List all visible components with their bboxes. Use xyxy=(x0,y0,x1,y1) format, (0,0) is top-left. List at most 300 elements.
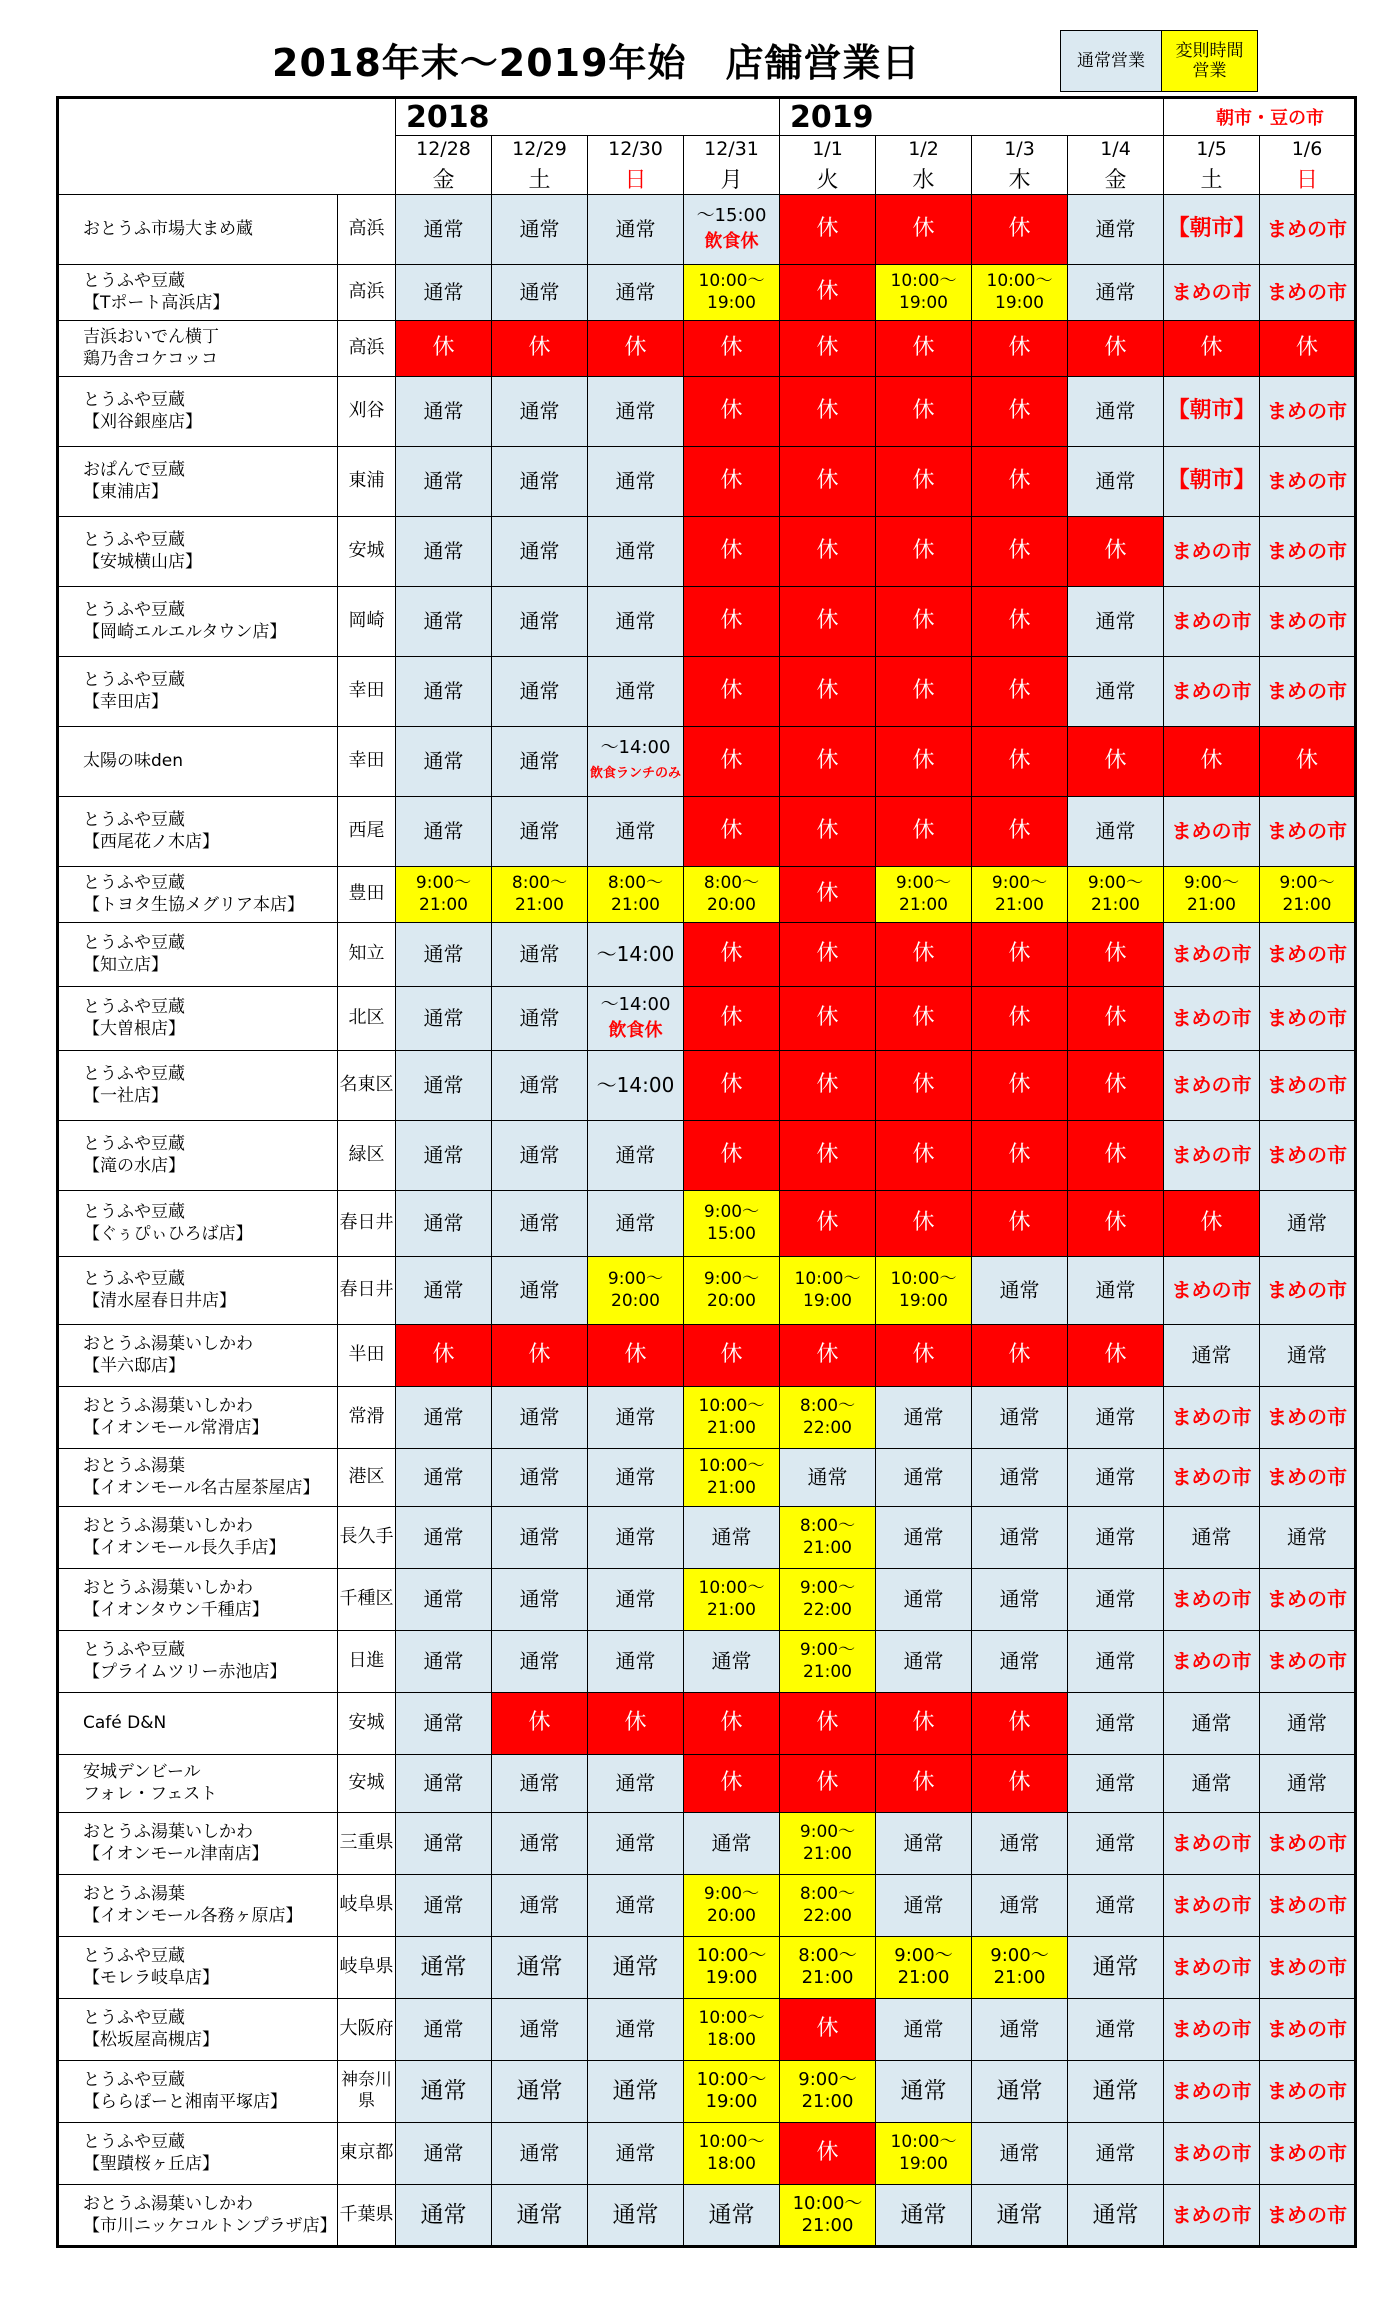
store-area-line: 安城 xyxy=(348,1712,385,1733)
cell-normal: 通常 xyxy=(492,1386,588,1448)
cell-normal: 通常 xyxy=(588,1506,684,1568)
store-area-line: 長久手 xyxy=(339,1526,394,1547)
cell-variable-hours: 8:00～ 22:00 xyxy=(780,1874,876,1936)
store-name xyxy=(58,796,338,866)
cell-normal: 通常 xyxy=(972,1874,1068,1936)
cell-variable-hours: 9:00～ 21:00 xyxy=(876,866,972,922)
store-name xyxy=(58,1506,338,1568)
store-name-line: 【プライムツリー赤池店】 xyxy=(83,1662,287,1682)
cell-closed: 休 xyxy=(1068,516,1164,586)
store-name xyxy=(58,1812,338,1874)
cell-normal: 通常 xyxy=(1068,1998,1164,2060)
cell-mame-market: まめの市 xyxy=(1260,1874,1356,1936)
store-name-line: 【Tポート高浜店】 xyxy=(83,293,230,313)
cell-normal: ～14:00 xyxy=(588,1050,684,1120)
date-5: 1/2 xyxy=(876,136,972,163)
weekday-7: 金 xyxy=(1068,163,1164,195)
cell-normal: 通常 xyxy=(492,1630,588,1692)
table-row xyxy=(58,1630,1356,1692)
store-area xyxy=(338,264,396,320)
cell-normal: 通常 xyxy=(1068,2122,1164,2184)
store-name-line: とうふや豆蔵 xyxy=(83,997,185,1017)
cell-normal: 通常 xyxy=(1164,1754,1260,1812)
store-name xyxy=(58,376,338,446)
table-row xyxy=(58,986,1356,1050)
cell-closed: 休 xyxy=(1260,320,1356,376)
cell-variable-hours: 9:00～ 20:00 xyxy=(684,1256,780,1324)
store-area-line: 港区 xyxy=(348,1466,385,1487)
cell-normal: 通常 xyxy=(492,586,588,656)
store-name xyxy=(58,2184,338,2246)
store-area-line: 岡崎 xyxy=(348,610,385,631)
cell-normal: 通常 xyxy=(588,1936,684,1998)
date-4: 1/1 xyxy=(780,136,876,163)
cell-mame-market: まめの市 xyxy=(1260,1936,1356,1998)
cell-normal: 通常 xyxy=(588,796,684,866)
store-area xyxy=(338,2060,396,2122)
store-name-line: おとうふ湯葉いしかわ xyxy=(83,2193,253,2214)
cell-normal: 通常 xyxy=(396,264,492,320)
cell-normal: 通常 xyxy=(1068,194,1164,264)
store-area xyxy=(338,1506,396,1568)
store-area xyxy=(338,1874,396,1936)
cell-normal: 通常 xyxy=(492,656,588,726)
store-name-line: おとうふ湯葉いしかわ xyxy=(83,1578,253,1598)
table-row xyxy=(58,264,1356,320)
store-name xyxy=(58,922,338,986)
cell-mame-market: まめの市 xyxy=(1164,1448,1260,1506)
store-name-line: 【イオンモール長久手店】 xyxy=(83,1538,286,1558)
cell-closed: 休 xyxy=(876,194,972,264)
cell-normal: 通常 xyxy=(1068,1874,1164,1936)
cell-closed: 休 xyxy=(972,1050,1068,1120)
cell-normal: 通常 xyxy=(876,1448,972,1506)
store-name xyxy=(58,1568,338,1630)
store-area xyxy=(338,1386,396,1448)
cell-closed: 休 xyxy=(1164,726,1260,796)
cell-closed: 休 xyxy=(780,1754,876,1812)
cell-normal: 通常 xyxy=(492,1506,588,1568)
cell-mame-market: まめの市 xyxy=(1260,376,1356,446)
store-area-line: 刈谷 xyxy=(348,400,385,421)
store-area xyxy=(338,1190,396,1256)
cell-mame-market: まめの市 xyxy=(1164,1568,1260,1630)
cell-normal: 通常 xyxy=(588,586,684,656)
store-name xyxy=(58,866,338,922)
cell-normal: 通常 xyxy=(1068,1448,1164,1506)
cell-variable-hours: 9:00～ 21:00 xyxy=(1164,866,1260,922)
cell-variable-hours: 10:00～ 19:00 xyxy=(684,264,780,320)
store-name-line: 【清水屋春日井店】 xyxy=(83,1291,236,1311)
table-row xyxy=(58,376,1356,446)
store-name xyxy=(58,1256,338,1324)
cell-mame-market: まめの市 xyxy=(1164,516,1260,586)
cell-normal: 通常 xyxy=(1068,2184,1164,2246)
cell-closed: 休 xyxy=(492,1692,588,1754)
cell-closed: 休 xyxy=(876,796,972,866)
cell-closed: 休 xyxy=(972,194,1068,264)
cell-closed: 休 xyxy=(780,2122,876,2184)
cell-closed: 休 xyxy=(684,1692,780,1754)
cell-normal: 通常 xyxy=(588,1120,684,1190)
cell-variable-hours: 8:00～ 21:00 xyxy=(492,866,588,922)
cell-normal: 通常 xyxy=(492,1812,588,1874)
cell-normal: 通常 xyxy=(684,1506,780,1568)
table-row xyxy=(58,1256,1356,1324)
cell-normal: 通常 xyxy=(1260,1324,1356,1386)
store-area xyxy=(338,1754,396,1812)
store-name-line: 【刈谷銀座店】 xyxy=(83,412,202,432)
cell-normal: 通常 xyxy=(492,1874,588,1936)
cell-closed: 休 xyxy=(780,986,876,1050)
cell-normal: 通常 xyxy=(1068,796,1164,866)
store-area-line: 緑区 xyxy=(348,1144,385,1165)
cell-closed: 休 xyxy=(780,866,876,922)
store-area-line: 知立 xyxy=(348,943,385,964)
store-area-line: 東浦 xyxy=(348,470,385,491)
cell-mame-market: まめの市 xyxy=(1164,2184,1260,2246)
cell-normal: 通常 xyxy=(588,264,684,320)
cell-closed: 休 xyxy=(780,1692,876,1754)
cell-normal: 通常 xyxy=(492,264,588,320)
cell-closed: 休 xyxy=(588,1692,684,1754)
store-area xyxy=(338,1936,396,1998)
cell-normal: 通常 xyxy=(684,1630,780,1692)
store-name xyxy=(58,2122,338,2184)
cell-closed: 休 xyxy=(780,726,876,796)
cell-variable-hours: 9:00～ 21:00 xyxy=(780,2060,876,2122)
cell-closed: 休 xyxy=(780,264,876,320)
cell-normal-note: ～14:00 飲食ランチのみ xyxy=(588,726,684,796)
store-area-line: 豊田 xyxy=(348,883,385,904)
store-name-line: おぱんで豆蔵 xyxy=(83,460,185,480)
store-name xyxy=(58,1936,338,1998)
cell-closed: 休 xyxy=(1164,320,1260,376)
cell-mame-market: まめの市 xyxy=(1260,2184,1356,2246)
cell-closed: 休 xyxy=(684,376,780,446)
cell-mame-market: まめの市 xyxy=(1164,264,1260,320)
store-name xyxy=(58,656,338,726)
cell-closed: 休 xyxy=(780,376,876,446)
cell-normal: 通常 xyxy=(876,1386,972,1448)
cell-mame-market: まめの市 xyxy=(1260,1256,1356,1324)
cell-mame-market: まめの市 xyxy=(1164,1936,1260,1998)
cell-normal: 通常 xyxy=(876,2184,972,2246)
cell-mame-market: まめの市 xyxy=(1164,1874,1260,1936)
cell-mame-market: まめの市 xyxy=(1260,1568,1356,1630)
cell-closed: 休 xyxy=(972,796,1068,866)
cell-normal: 通常 xyxy=(1164,1506,1260,1568)
table-row xyxy=(58,1754,1356,1812)
cell-mame-market: まめの市 xyxy=(1164,1256,1260,1324)
cell-variable-hours: 8:00～ 20:00 xyxy=(684,866,780,922)
cell-normal: 通常 xyxy=(1068,1386,1164,1448)
cell-closed: 休 xyxy=(396,320,492,376)
store-area-line: 半田 xyxy=(348,1344,385,1365)
store-name-line: 【ららぽーと湘南平塚店】 xyxy=(83,2092,287,2112)
store-name-line: とうふや豆蔵 xyxy=(83,873,185,893)
cell-closed: 休 xyxy=(684,1324,780,1386)
cell-closed: 休 xyxy=(972,516,1068,586)
cell-mame-market: まめの市 xyxy=(1260,2060,1356,2122)
cell-closed: 休 xyxy=(876,1190,972,1256)
cell-normal: 通常 xyxy=(396,194,492,264)
cell-normal: 通常 xyxy=(1068,376,1164,446)
weekday-1: 土 xyxy=(492,163,588,195)
cell-normal: 通常 xyxy=(1068,1812,1164,1874)
cell-mame-market: まめの市 xyxy=(1260,1812,1356,1874)
store-name-line: 【イオンタウン千種店】 xyxy=(83,1600,269,1620)
cell-normal: 通常 xyxy=(1068,1754,1164,1812)
cell-mame-market: まめの市 xyxy=(1164,986,1260,1050)
table-row xyxy=(58,1692,1356,1754)
cell-normal: 通常 xyxy=(1260,1506,1356,1568)
cell-closed: 休 xyxy=(1068,1050,1164,1120)
store-name-line: とうふや豆蔵 xyxy=(83,390,185,410)
cell-variable-hours: 10:00～ 19:00 xyxy=(684,1936,780,1998)
store-name-line: 太陽の味den xyxy=(83,751,184,771)
cell-normal: 通常 xyxy=(492,1568,588,1630)
cell-normal: 通常 xyxy=(1068,1936,1164,1998)
cell-closed: 休 xyxy=(588,320,684,376)
legend-normal: 通常営業 xyxy=(1061,31,1162,92)
cell-normal: 通常 xyxy=(972,2184,1068,2246)
store-name xyxy=(58,1324,338,1386)
table-row xyxy=(58,320,1356,376)
cell-closed: 休 xyxy=(876,986,972,1050)
store-area xyxy=(338,2122,396,2184)
cell-closed: 休 xyxy=(972,1692,1068,1754)
date-3: 12/31 xyxy=(684,136,780,163)
cell-closed: 休 xyxy=(1164,1190,1260,1256)
cell-variable-hours: 9:00～ 21:00 xyxy=(780,1812,876,1874)
store-area-line: 高浜 xyxy=(348,218,385,239)
store-name-line: とうふや豆蔵 xyxy=(83,1640,185,1660)
weekday-9: 日 xyxy=(1260,163,1356,195)
header-blank xyxy=(58,98,396,195)
cell-normal: 通常 xyxy=(1068,1630,1164,1692)
store-area-line: 安城 xyxy=(348,1772,385,1793)
cell-normal: 通常 xyxy=(588,516,684,586)
cell-closed: 休 xyxy=(876,726,972,796)
weekday-2: 日 xyxy=(588,163,684,195)
store-area-line: 岐阜県 xyxy=(339,1894,394,1915)
store-name xyxy=(58,516,338,586)
cell-closed: 休 xyxy=(684,656,780,726)
cell-normal: 通常 xyxy=(492,986,588,1050)
cell-closed: 休 xyxy=(1068,1190,1164,1256)
cell-normal: 通常 xyxy=(396,2060,492,2122)
weekday-6: 木 xyxy=(972,163,1068,195)
cell-normal: 通常 xyxy=(396,1448,492,1506)
cell-normal: 通常 xyxy=(1260,1754,1356,1812)
store-name-line: 吉浜おいでん横丁 xyxy=(83,327,219,347)
cell-normal: 通常 xyxy=(876,1874,972,1936)
cell-normal-note: ～15:00 飲食休 xyxy=(684,194,780,264)
cell-variable-hours: 9:00～ 21:00 xyxy=(1068,866,1164,922)
store-name xyxy=(58,264,338,320)
cell-variable-hours: 9:00～ 15:00 xyxy=(684,1190,780,1256)
cell-closed: 休 xyxy=(684,986,780,1050)
store-area xyxy=(338,1448,396,1506)
store-name-line: 【モレラ岐阜店】 xyxy=(83,1968,219,1988)
store-name xyxy=(58,1120,338,1190)
date-7: 1/4 xyxy=(1068,136,1164,163)
cell-mame-market: まめの市 xyxy=(1260,446,1356,516)
cell-normal: 通常 xyxy=(876,1998,972,2060)
cell-normal: 通常 xyxy=(492,1754,588,1812)
cell-closed: 休 xyxy=(492,1324,588,1386)
cell-closed: 休 xyxy=(684,922,780,986)
cell-normal: 通常 xyxy=(396,796,492,866)
cell-normal: 通常 xyxy=(876,1568,972,1630)
table-row xyxy=(58,1812,1356,1874)
store-area xyxy=(338,586,396,656)
cell-variable-hours: 8:00～ 21:00 xyxy=(780,1506,876,1568)
cell-normal: 通常 xyxy=(492,1120,588,1190)
date-1: 12/29 xyxy=(492,136,588,163)
cell-normal: 通常 xyxy=(588,1812,684,1874)
cell-variable-hours: 9:00～ 20:00 xyxy=(684,1874,780,1936)
cell-mame-market: まめの市 xyxy=(1164,656,1260,726)
store-name-line: Café D&N xyxy=(83,1713,167,1733)
cell-closed: 休 xyxy=(780,1998,876,2060)
cell-mame-market: まめの市 xyxy=(1164,1386,1260,1448)
cell-mame-market: まめの市 xyxy=(1260,516,1356,586)
store-name-line: とうふや豆蔵 xyxy=(83,530,185,550)
cell-closed: 休 xyxy=(876,922,972,986)
store-area-line: 岐阜県 xyxy=(339,1956,394,1977)
cell-closed: 休 xyxy=(684,1050,780,1120)
cell-closed: 休 xyxy=(876,1692,972,1754)
store-area-line: 千葉県 xyxy=(339,2203,394,2225)
store-name-line: 【ぐぅぴぃひろば店】 xyxy=(83,1224,253,1244)
cell-morning-market: 【朝市】 xyxy=(1164,446,1260,516)
cell-normal: 通常 xyxy=(396,2122,492,2184)
store-area-line: 高浜 xyxy=(348,337,385,358)
cell-mame-market: まめの市 xyxy=(1260,656,1356,726)
store-area-line: 県 xyxy=(358,2091,375,2111)
table-row xyxy=(58,922,1356,986)
store-area-line: 常滑 xyxy=(348,1406,385,1427)
table-row xyxy=(58,656,1356,726)
cell-mame-market: まめの市 xyxy=(1164,1120,1260,1190)
cell-normal: 通常 xyxy=(972,1506,1068,1568)
table-row xyxy=(58,796,1356,866)
cell-normal: 通常 xyxy=(492,446,588,516)
cell-variable-hours: 8:00～ 21:00 xyxy=(780,1936,876,1998)
store-name-line: とうふや豆蔵 xyxy=(83,810,185,830)
cell-closed: 休 xyxy=(684,1754,780,1812)
store-name-line: とうふや豆蔵 xyxy=(83,2132,185,2152)
cell-mame-market: まめの市 xyxy=(1260,264,1356,320)
cell-variable-hours: 9:00～ 20:00 xyxy=(588,1256,684,1324)
date-9: 1/6 xyxy=(1260,136,1356,163)
store-area xyxy=(338,194,396,264)
cell-normal: 通常 xyxy=(588,1998,684,2060)
year-2018: 2018 xyxy=(396,98,780,136)
store-area-line: 東京都 xyxy=(339,2142,394,2163)
store-name-line: 【岡崎エルエルタウン店】 xyxy=(83,622,287,642)
cell-mame-market: まめの市 xyxy=(1164,796,1260,866)
cell-normal: 通常 xyxy=(396,1568,492,1630)
store-name-line: とうふや豆蔵 xyxy=(83,271,185,291)
cell-normal: 通常 xyxy=(1068,446,1164,516)
cell-variable-hours: 10:00～ 21:00 xyxy=(684,1448,780,1506)
cell-normal: 通常 xyxy=(876,1812,972,1874)
cell-closed: 休 xyxy=(780,796,876,866)
cell-normal: 通常 xyxy=(588,1386,684,1448)
cell-closed: 休 xyxy=(1068,922,1164,986)
cell-normal: 通常 xyxy=(684,2184,780,2246)
table-row xyxy=(58,1448,1356,1506)
store-name-line: 【イオンモール常滑店】 xyxy=(83,1418,269,1438)
cell-normal: 通常 xyxy=(396,656,492,726)
table-header xyxy=(58,98,1356,195)
cell-normal: 通常 xyxy=(1068,2060,1164,2122)
cell-mame-market: まめの市 xyxy=(1164,1812,1260,1874)
cell-closed: 休 xyxy=(780,656,876,726)
cell-closed: 休 xyxy=(1068,986,1164,1050)
cell-normal: 通常 xyxy=(396,1256,492,1324)
weekday-4: 火 xyxy=(780,163,876,195)
cell-normal: 通常 xyxy=(972,1448,1068,1506)
page-title: 2018年末～2019年始 店舗営業日 xyxy=(272,41,921,85)
cell-normal: 通常 xyxy=(588,1754,684,1812)
cell-mame-market: まめの市 xyxy=(1260,194,1356,264)
store-name xyxy=(58,1190,338,1256)
cell-normal: 通常 xyxy=(876,2060,972,2122)
table-row xyxy=(58,1936,1356,1998)
cell-closed: 休 xyxy=(780,922,876,986)
cell-normal: 通常 xyxy=(396,1506,492,1568)
store-name-line: 【東浦店】 xyxy=(83,482,168,502)
table-row xyxy=(58,1998,1356,2060)
cell-normal: 通常 xyxy=(396,1630,492,1692)
cell-closed: 休 xyxy=(1068,1120,1164,1190)
store-name-line: とうふや豆蔵 xyxy=(83,2070,185,2090)
cell-normal: 通常 xyxy=(588,446,684,516)
cell-closed: 休 xyxy=(588,1324,684,1386)
cell-closed: 休 xyxy=(684,516,780,586)
store-name-line: 安城デンビール xyxy=(83,1762,201,1782)
cell-mame-market: まめの市 xyxy=(1260,2122,1356,2184)
cell-normal: 通常 xyxy=(1068,1568,1164,1630)
cell-closed: 休 xyxy=(876,376,972,446)
store-area-line: 大阪府 xyxy=(339,2018,394,2039)
cell-normal: 通常 xyxy=(396,2184,492,2246)
cell-closed: 休 xyxy=(684,796,780,866)
table-row xyxy=(58,866,1356,922)
cell-normal: 通常 xyxy=(588,194,684,264)
cell-variable-hours: 10:00～ 21:00 xyxy=(684,1568,780,1630)
cell-normal: 通常 xyxy=(972,1812,1068,1874)
cell-closed: 休 xyxy=(972,376,1068,446)
cell-normal: 通常 xyxy=(396,1050,492,1120)
store-name-line: とうふや豆蔵 xyxy=(83,600,185,620)
store-name-line: 鶏乃舎コケコッコ xyxy=(83,349,218,369)
store-name xyxy=(58,1448,338,1506)
store-name xyxy=(58,320,338,376)
table-row xyxy=(58,726,1356,796)
store-name-line: おとうふ市場大まめ蔵 xyxy=(83,219,253,239)
cell-normal: 通常 xyxy=(1068,264,1164,320)
cell-normal: 通常 xyxy=(492,2122,588,2184)
store-name-line: 【一社店】 xyxy=(83,1086,168,1106)
cell-normal: 通常 xyxy=(396,726,492,796)
store-area xyxy=(338,1050,396,1120)
cell-normal: 通常 xyxy=(396,1812,492,1874)
